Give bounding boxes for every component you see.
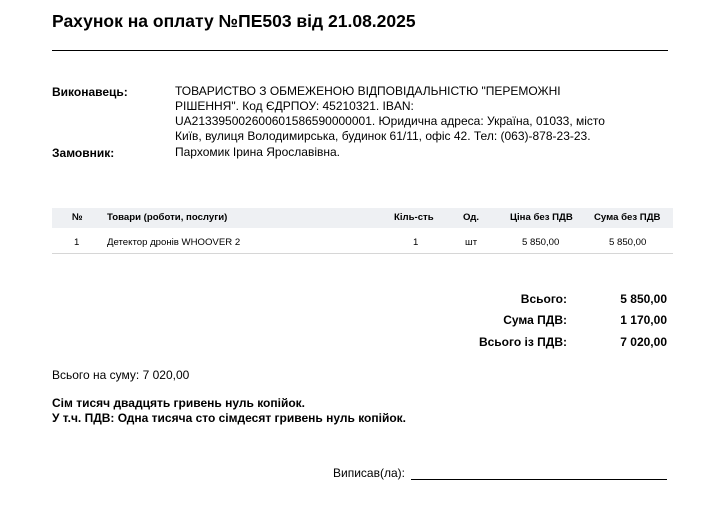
table-row <box>52 233 673 254</box>
row-qty: 1 <box>413 237 419 248</box>
col-header-qty: Кіль-сть <box>394 212 434 223</box>
contractor-line: РІШЕННЯ". Код ЄДРПОУ: 45210321. IBAN: <box>175 99 414 113</box>
row-unit: шт <box>465 237 478 248</box>
signature-line <box>411 479 667 480</box>
vat-value: 1 170,00 <box>620 313 667 327</box>
total-label: Всього: <box>520 292 567 306</box>
contractor-details <box>175 84 645 144</box>
row-price: 5 850,00 <box>522 237 560 248</box>
customer-name: Пархомик Ірина Ярославівна. <box>175 145 340 159</box>
col-header-num: № <box>72 212 83 223</box>
row-sum: 5 850,00 <box>609 237 647 248</box>
col-header-unit: Од. <box>463 212 479 223</box>
title-divider <box>52 50 668 51</box>
vat-label: Сума ПДВ: <box>503 313 567 327</box>
row-num: 1 <box>74 237 80 248</box>
contractor-line: UA213395002600601586590000001. Юридична адреса: Україна, 01033, місто <box>175 114 605 128</box>
col-header-sum: Сума без ПДВ <box>594 212 661 223</box>
amount-line: Всього на суму: 7 020,00 <box>52 368 190 382</box>
col-header-price: Ціна без ПДВ <box>510 212 573 223</box>
contractor-label: Виконавець: <box>52 85 128 99</box>
row-item: Детектор дронів WHOOVER 2 <box>107 237 241 248</box>
total-in-words: Сім тисяч двадцять гривень нуль копійок. <box>52 396 305 410</box>
contractor-line: Київ, вулиця Володимирська, будинок 61/11, офіс 42. Тел: (063)-878-23-23. <box>175 129 591 143</box>
total-value: 5 850,00 <box>620 292 667 306</box>
contractor-line: ТОВАРИСТВО З ОБМЕЖЕНОЮ ВІДПОВІДАЛЬНІСТЮ "ПЕРЕМОЖНІ <box>175 84 561 98</box>
total-with-vat-label: Всього із ПДВ: <box>478 335 567 349</box>
items-table-header <box>52 208 673 228</box>
signature-label: Виписав(ла): <box>333 466 405 480</box>
total-with-vat-value: 7 020,00 <box>620 335 667 349</box>
customer-label: Замовник: <box>52 146 115 160</box>
invoice-title: Рахунок на оплату №ПЕ503 від 21.08.2025 <box>52 11 416 31</box>
col-header-item: Товари (роботи, послуги) <box>107 212 228 223</box>
vat-in-words: У т.ч. ПДВ: Одна тисяча сто сімдесят гривень нуль копійок. <box>52 411 406 425</box>
